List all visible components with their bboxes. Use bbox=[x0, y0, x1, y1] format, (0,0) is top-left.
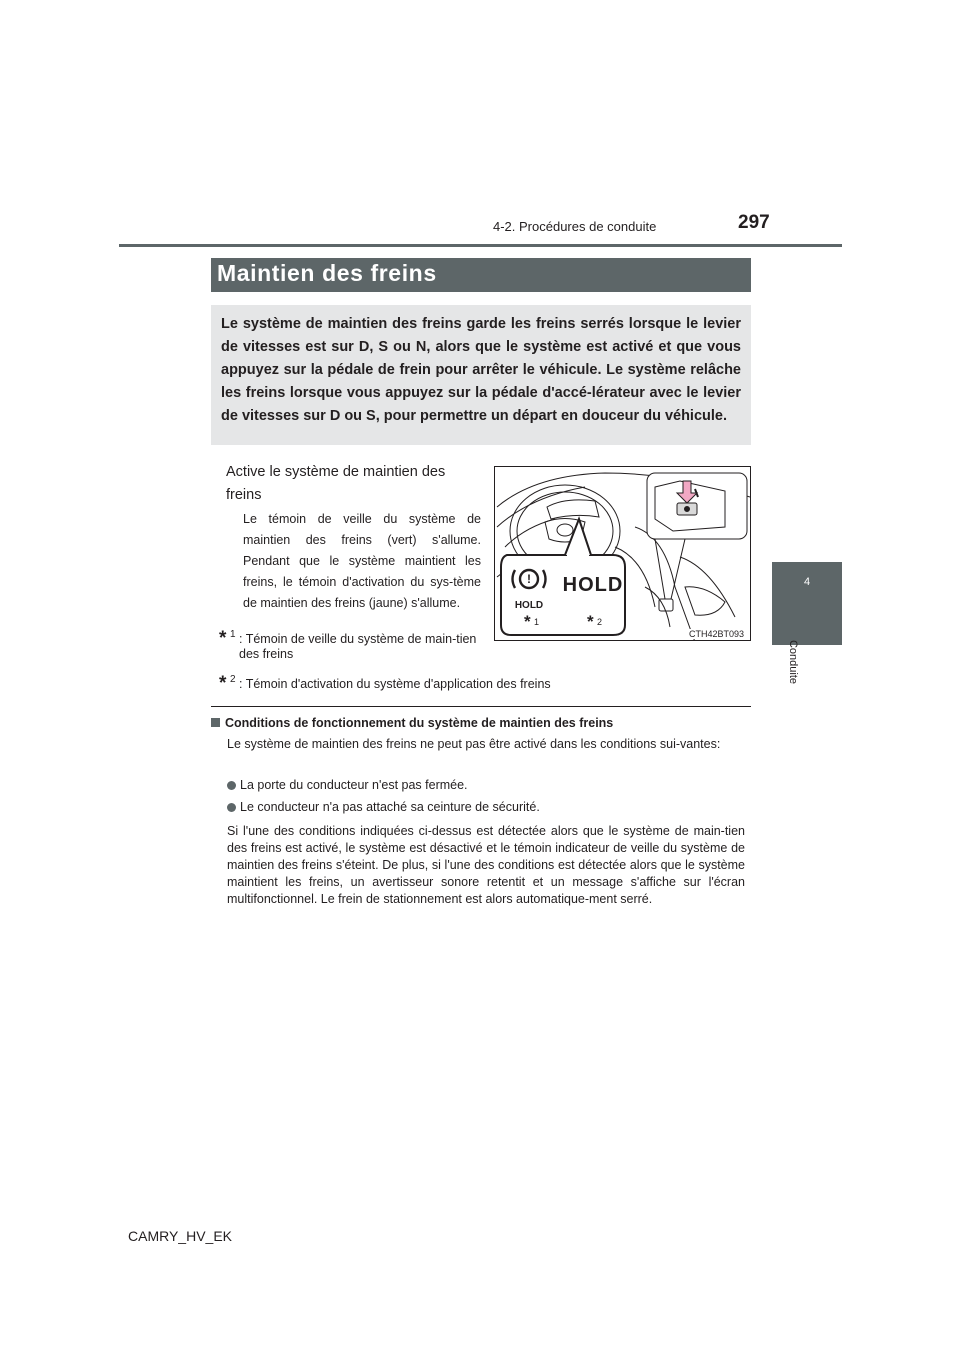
footnote-2-sub: 2 bbox=[230, 674, 236, 685]
footnote-2-star: * bbox=[219, 673, 227, 694]
chapter-tab-number: 4 bbox=[803, 576, 811, 588]
conditions-intro: Le système de maintien des freins ne peut pas être activé dans les conditions sui-vantes: bbox=[227, 737, 721, 751]
chapter-tab-label: Conduite bbox=[787, 639, 799, 685]
condition-bullet-text: Le conducteur n'a pas attaché sa ceinture de sécurité. bbox=[240, 800, 540, 814]
header-rule bbox=[119, 244, 842, 247]
condition-bullet-text: La porte du conducteur n'est pas fermée. bbox=[240, 778, 468, 792]
svg-text:!: ! bbox=[527, 572, 531, 586]
footnote-1-sub: 1 bbox=[230, 629, 236, 640]
conditions-heading bbox=[211, 716, 613, 730]
page-number: 297 bbox=[738, 212, 770, 233]
document-code: CAMRY_HV_EK bbox=[128, 1228, 233, 1244]
marker-1-sub: 1 bbox=[534, 617, 540, 627]
section-divider bbox=[211, 706, 751, 707]
running-header-section: 4-2. Procédures de conduite bbox=[493, 219, 657, 234]
marker-2-star: * bbox=[587, 612, 594, 631]
bullet-dot-icon bbox=[227, 803, 236, 812]
square-bullet-icon bbox=[211, 718, 220, 727]
chapter-tab bbox=[772, 562, 842, 645]
footnote-1-star: * bbox=[219, 628, 227, 649]
footnote-2-text: : Témoin d'activation du système d'application des freins bbox=[239, 677, 551, 691]
conditions-note: Si l'une des conditions indiquées ci-dessus est détectée alors que le système de main-tien des freins est activé, le système est désactivé et le témoin indicateur de veille du système de maintien des freins s'éteint. De plus, si l'une des conditions est détectée alors que le système maintient les freins, un avertisseur sonore retentit et un message s'affiche sur l'écran multifonctionnel. Le frein de stationnement est alors automatique-ment serré. bbox=[227, 824, 745, 906]
bullet-dot-icon bbox=[227, 781, 236, 790]
section-title: Maintien des freins bbox=[217, 260, 437, 286]
step-title: Active le système de maintien des freins bbox=[226, 464, 446, 503]
step-description: Le témoin de veille du système de maintien des freins (vert) s'allume. Pendant que le système maintient les freins, le témoin d'activation du sys-tème de maintien des freins (jaune) s'allume. bbox=[243, 512, 481, 610]
footnote-1-text: : Témoin de veille du système de main-tien des freins bbox=[239, 632, 477, 661]
condition-bullet bbox=[227, 778, 468, 792]
intro-box: Le système de maintien des freins garde les freins serrés lorsque le levier de vitesses est sur D, S ou N, alors que le système est activé et que vous appuyez sur la pédale de frein pour arrêter le véhicule. Le système relâche les freins lorsque vous appuyez sur la pédale d'accé-lérateur avec le levier de vitesses sur D ou S, pour permettre un départ en douceur du véhicule. bbox=[211, 305, 751, 445]
hold-label-large: HOLD bbox=[562, 574, 624, 596]
hold-switch-illustration bbox=[494, 466, 751, 641]
conditions-heading-text: Conditions de fonctionnement du système de maintien des freins bbox=[225, 716, 614, 730]
condition-bullet bbox=[227, 800, 540, 814]
marker-2-sub: 2 bbox=[597, 617, 603, 627]
illustration-code: CTH42BT093 bbox=[689, 629, 745, 639]
marker-1-star: * bbox=[524, 612, 531, 631]
hold-label-small: HOLD bbox=[514, 600, 544, 611]
